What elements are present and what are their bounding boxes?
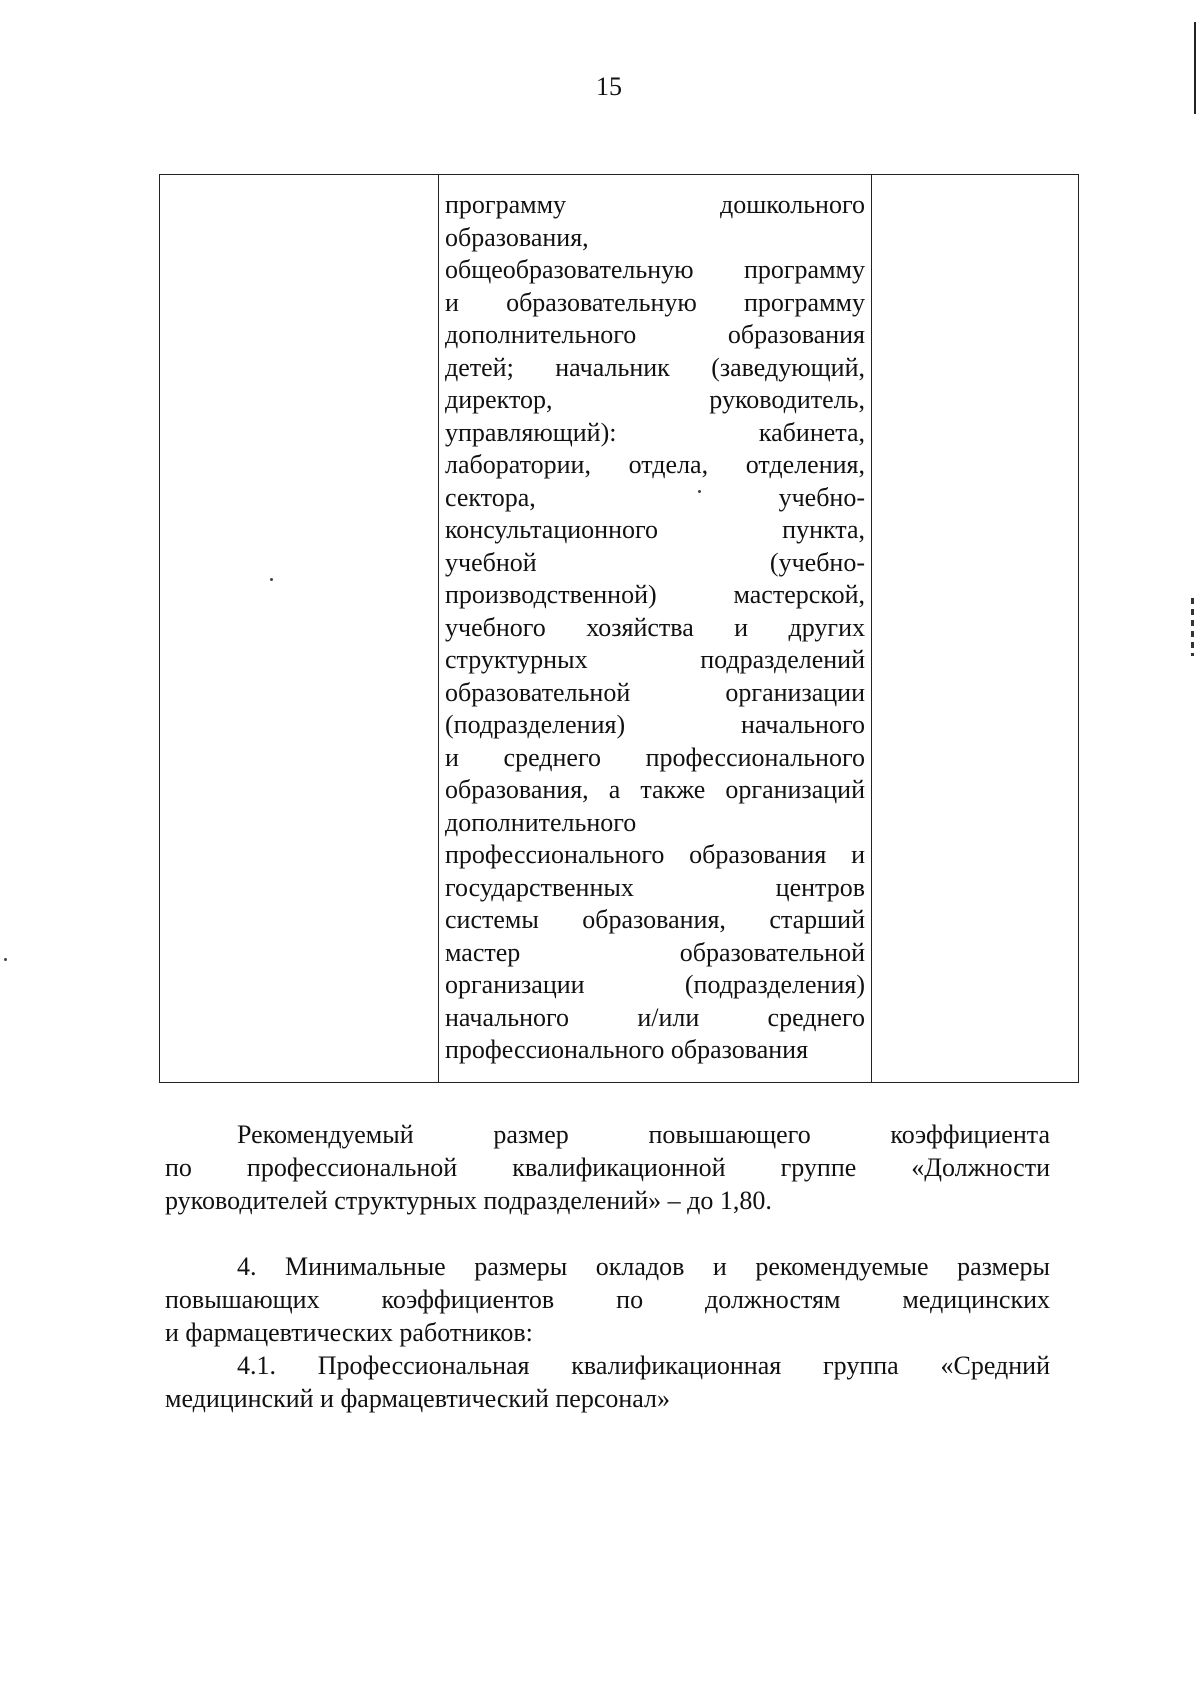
cell-text-line: организации (подразделения) (445, 970, 865, 999)
cell-text-line: мастер образовательной (445, 937, 865, 967)
paragraph-line: по профессиональной квалификационной группе «Должности (165, 1153, 1050, 1182)
cell-text-line: (подразделения) начального (445, 710, 865, 739)
paragraph-line: руководителей структурных подразделений» – до 1,80. (165, 1186, 772, 1215)
paragraph-line: 4. Минимальные размеры окладов и рекомендуемые размеры (237, 1252, 1050, 1281)
cell-text-line: программу дошкольного (445, 190, 865, 219)
cell-text-line: учебной (учебно- (445, 547, 865, 577)
scan-edge-mark (1191, 598, 1194, 656)
cell-text-line: образования, а также организаций (445, 775, 865, 804)
cell-text-line: общеобразовательную программу (445, 255, 865, 284)
cell-text-line: дополнительного образования (445, 320, 865, 349)
page-number: 15 (596, 72, 622, 101)
table-cell-positions (439, 175, 872, 1083)
paragraph-line: и фармацевтических работников: (165, 1318, 533, 1347)
cell-text-line: управляющий): кабинета, (445, 417, 865, 447)
scan-speck (4, 958, 7, 961)
paragraph-line: Рекомендуемый размер повышающего коэффициента (237, 1120, 1050, 1149)
cell-text-line: консультационного пункта, (445, 515, 865, 544)
cell-text-line: профессионального образования (445, 1035, 809, 1064)
paragraph-line: повышающих коэффициентов по должностям медицинских (165, 1285, 1050, 1314)
cell-text-line: и среднего профессионального (445, 742, 865, 772)
cell-text-line: детей; начальник (заведующий, (445, 352, 865, 382)
paragraph-line: медицинский и фармацевтический персонал» (165, 1384, 671, 1413)
cell-text-line: государственных центров (445, 872, 865, 902)
section-4-1-paragraph (165, 1349, 1050, 1415)
cell-text-line: лаборатории, отдела, отделения, (445, 450, 865, 479)
cell-text-line: производственной) мастерской, (445, 580, 865, 609)
cell-text-line: структурных подразделений (445, 645, 865, 674)
paragraph-line: 4.1. Профессиональная квалификационная группа «Средний (237, 1351, 1050, 1380)
table-cell-left (160, 175, 439, 1083)
table-cell-right (872, 175, 1079, 1083)
cell-text-line: дополнительного (445, 807, 637, 837)
cell-text-line: и образовательную программу (445, 287, 865, 317)
section-4-paragraph (165, 1250, 1050, 1349)
cell-text-line: профессионального образования и (445, 840, 865, 869)
cell-text-line: директор, руководитель, (445, 385, 865, 414)
cell-text-line: образовательной организации (445, 677, 865, 707)
cell-text-line: начального и/или среднего (445, 1002, 865, 1032)
cell-text-line: учебного хозяйства и других (445, 612, 865, 642)
table-row (160, 175, 1079, 1083)
cell-text-line: сектора, учебно- (445, 482, 865, 512)
cell-text-line: образования, (445, 222, 589, 252)
position-table (159, 174, 1079, 1083)
positions-text (439, 175, 871, 1067)
recommended-coefficient-paragraph (165, 1118, 1050, 1217)
cell-text-line: системы образования, старший (445, 905, 865, 934)
